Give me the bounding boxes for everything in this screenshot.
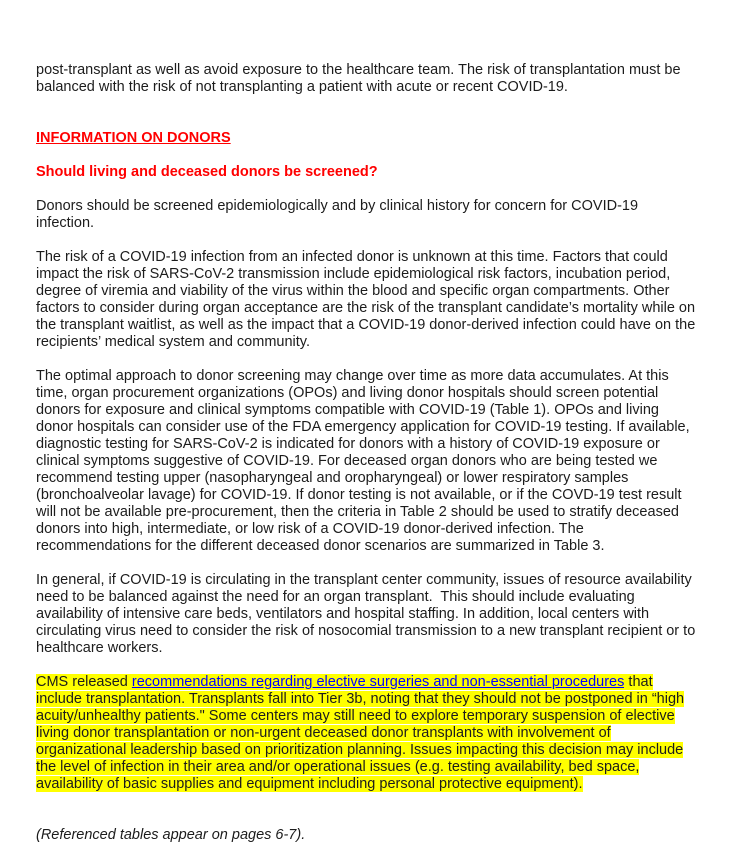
donor-screening-approach-paragraph: The optimal approach to donor screening may change over time as more data accumulates. At this time, organ procurement organizations (OPOs) and living donor hospitals should screen potential donors for exposure and clinical symptoms compatible with COVID-19 (Table 1). OPOs and living donor hospitals can consider use of the FDA emergency application for COVID-19 testing. If available, diagnostic testing for SARS-CoV-2 is indicated for donors with a history of COVID-19 exposure or clinical symptoms suggestive of COVID-19. For deceased organ donors who are being tested we recommend testing upper (nasopharyngeal and oropharyngeal) or lower respiratory samples (bronchoalveolar lavage) for COVID-19. If donor testing is not available, or if the COVD-19 test result will not be available pre-procurement, then the criteria in Table 2 should be used to stratify deceased donors into high, intermediate, or low risk of a COVID-19 donor-derived infection. The recommendations for the different deceased donor scenarios are summarized in Table 3. (36, 368, 690, 554)
intro-paragraph: post-transplant as well as avoid exposure to the healthcare team. The risk of transplantation must be balanced with the risk of not transplanting a patient with acute or recent COVID-19. (36, 62, 681, 95)
highlight-text-after-link: that include transplantation. Transplants fall into Tier 3b, noting that they should not be postponed in “high acuity/unhealthy patients." Some centers may still need to explore temporary suspension of elective living donor transplantation or non-urgent deceased donor transplants with involvement of organizational leadership based on prioritization planning. Issues impacting this decision may include the level of infection in their area and/or operational issues (e.g. testing availability, bed space, availability of basic supplies and equipment including personal protective equipment). (36, 674, 685, 792)
highlight-text-before-link: CMS released (36, 674, 132, 690)
information-on-donors-heading: INFORMATION ON DONORS (36, 130, 231, 146)
resource-availability-paragraph: In general, if COVID-19 is circulating in the transplant center community, issues of resource availability need to be balanced against the need for an organ transplant. This should include evaluating availability of intensive care beds, ventilators and hospital staffing. In addition, local centers with circulating virus need to consider the risk of nosocomial transmission to a new transplant recipient or to healthcare workers. (36, 572, 696, 656)
donor-screening-summary-paragraph: Donors should be screened epidemiologically and by clinical history for concern for COVID-19 infection. (36, 198, 639, 231)
screening-question-heading: Should living and deceased donors be screened? (36, 164, 378, 180)
elective-surgeries-link[interactable]: recommendations regarding elective surgeries and non-essential procedures (131, 674, 625, 690)
cms-recommendations-paragraph (36, 674, 697, 793)
infection-risk-paragraph: The risk of a COVID-19 infection from an infected donor is unknown at this time. Factors that could impact the risk of SARS-CoV-2 transmission include epidemiological risk factors, incubation period, degree of viremia and viability of the virus within the blood and specific organ compartments. Other factors to consider during organ acceptance are the risk of the transplant candidate’s mortality while on the transplant waitlist, as well as the impact that a COVID-19 donor-derived infection could have on the recipients’ medical system and community. (36, 249, 696, 350)
referenced-tables-note: (Referenced tables appear on pages 6-7). (36, 827, 306, 843)
